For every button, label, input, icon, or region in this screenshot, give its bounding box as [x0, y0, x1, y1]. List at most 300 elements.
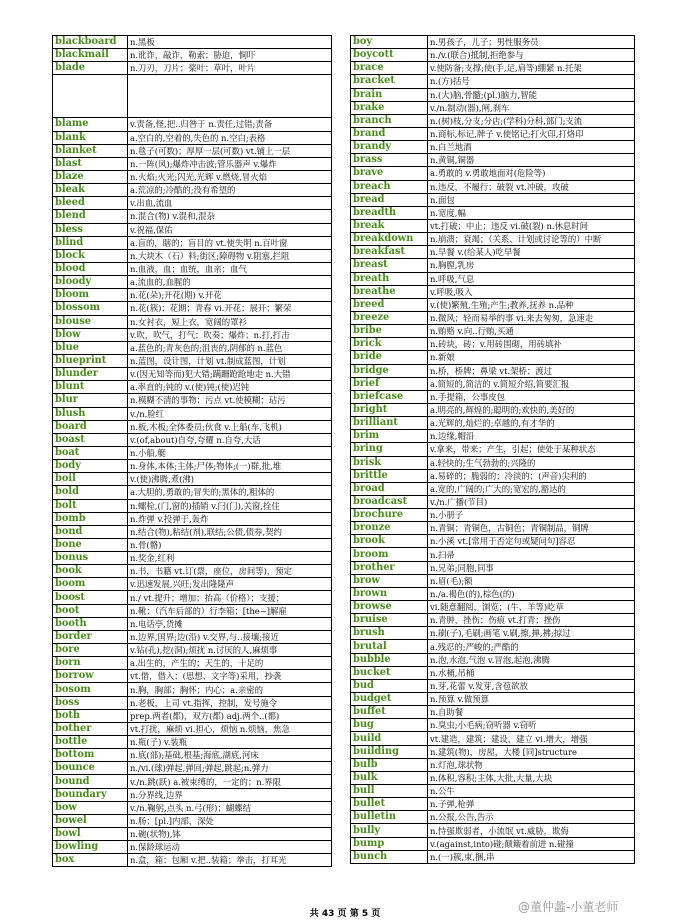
vocab-word: bread: [351, 193, 428, 206]
vocab-row: [351, 482, 635, 495]
vocab-word: blade: [53, 62, 128, 75]
vocab-definition: v.钻(孔),挖(洞);烦扰 n.讨厌的人,麻烦事: [128, 644, 332, 657]
vocab-definition: a.光辉的,灿烂的;卓越的,有才华的: [428, 417, 635, 430]
vocab-definition: n.女衬衣，短上衣，宽阔的罩衫: [128, 315, 332, 328]
vocab-word: boil: [53, 473, 128, 486]
vocab-word: brown: [351, 587, 428, 600]
vocab-definition: n.瓶(子) v.装瓶: [128, 736, 332, 749]
vocab-row: [53, 801, 332, 814]
vocab-row: [53, 49, 332, 62]
vocab-row: [351, 351, 635, 364]
vocab-definition: n.身体,本体;主体;尸体;物体;(一)群,批,堆: [128, 460, 332, 473]
vocab-word: boy: [351, 36, 428, 49]
vocab-word: blind: [53, 236, 128, 249]
vocab-row: [53, 762, 332, 775]
vocab-definition: n.眉(毛);额: [428, 574, 635, 587]
vocab-definition: a.盲的，瞎的；盲目的 vt.使失明 n.百叶窗: [128, 236, 332, 249]
vocab-row: [351, 298, 635, 311]
vocab-row: [53, 36, 332, 49]
vocab-definition: n.兄弟;同胞,同事: [428, 561, 635, 574]
vocab-row: [53, 368, 332, 381]
vocab-definition: n.炸弹 v.投弹于,轰炸: [128, 512, 332, 525]
vocab-row: [351, 403, 635, 416]
vocab-word: breach: [351, 180, 428, 193]
vocab-definition: a.残忍的;严峻的;严酷的: [428, 640, 635, 653]
vocab-row: [53, 617, 332, 630]
vocab-definition: n.(树)枝,分支;分店;(学科)分科,部门;支流: [428, 114, 635, 127]
vocab-row: [351, 338, 635, 351]
vocab-definition: a.简短的,简洁的 v.简短介绍,简要汇报: [428, 377, 635, 390]
vocab-definition: a.荒凉的;冷酷的;没有希望的: [128, 184, 332, 197]
vocab-row: [351, 219, 635, 232]
vocab-row: [53, 62, 332, 75]
vocab-definition: n.微风；轻而易举的事 vi.来去匆匆，急速走: [428, 311, 635, 324]
vocab-definition: vt.打破；中止；违反 vi.破(裂) n.休息时间: [428, 219, 635, 232]
vocab-row: [351, 364, 635, 377]
vocab-word: briefcase: [351, 390, 428, 403]
vocab-definition: a.蓝色的;青灰色的;沮丧的,阴郁的 n.蓝色: [128, 341, 332, 354]
vocab-word: blue: [53, 341, 128, 354]
vocab-row: [53, 736, 332, 749]
vocab-definition: a.率直的;钝的 v.(使)钝;(使)迟钝: [128, 381, 332, 394]
vocab-word: blast: [53, 157, 128, 170]
vocab-word: blackboard: [53, 36, 128, 49]
vocab-word: brook: [351, 535, 428, 548]
vocab-word: blur: [53, 394, 128, 407]
vocab-row: [351, 88, 635, 101]
vocab-row: [53, 749, 332, 762]
vocab-word: bowling: [53, 841, 128, 854]
section-gap-row: [53, 75, 332, 118]
vocab-definition: n./vi.(球)弹起,弹回;弹起,跳起;n.弹力: [128, 762, 332, 775]
vocab-word: bribe: [351, 325, 428, 338]
vocab-word: bounce: [53, 762, 128, 775]
vocab-row: [351, 758, 635, 771]
vocab-definition: n.花(朵);开花(期) v.开花: [128, 289, 332, 302]
vocab-definition: v.(against,into)碰;颠簸着前进 n.碰撞: [428, 837, 635, 850]
vocab-word: blanket: [53, 144, 128, 157]
vocab-row: [53, 696, 332, 709]
vocab-word: bloom: [53, 289, 128, 302]
vocab-word: breast: [351, 259, 428, 272]
vocab-definition: n.建筑(物)，房屋，大楼 [同]structure: [428, 745, 635, 758]
vocab-definition: v./n.鞠躬,点头 n.弓(形)；蝴蝶结: [128, 801, 332, 814]
vocab-word: break: [351, 219, 428, 232]
vocab-row: [53, 775, 332, 788]
vocab-row: [351, 732, 635, 745]
vocab-row: [351, 745, 635, 758]
vocab-row: [53, 381, 332, 394]
vocab-definition: n.手提箱，公事皮包: [428, 390, 635, 403]
vocab-word: building: [351, 745, 428, 758]
vocab-definition: n.臭虫;小毛病;窃听器 v.窃听: [428, 719, 635, 732]
vocab-word: book: [53, 565, 128, 578]
vocab-word: bold: [53, 486, 128, 499]
vocab-word: brilliant: [351, 417, 428, 430]
vocab-word: bridge: [351, 364, 428, 377]
vocab-row: [351, 666, 635, 679]
vocab-row: [53, 814, 332, 827]
vocab-word: bottle: [53, 736, 128, 749]
vocab-row: [53, 446, 332, 459]
vocab-word: boss: [53, 696, 128, 709]
vocab-word: bronze: [351, 522, 428, 535]
vocab-row: [351, 850, 635, 863]
vocab-definition: n.砖块，砖；v.用砖围砌，用砖填补: [428, 338, 635, 351]
vocab-word: bracket: [351, 75, 428, 88]
left-vocab-table: [52, 35, 332, 867]
vocab-definition: n.底(部);基础,根基;海底,湖底,河床: [128, 749, 332, 762]
vocab-row: [53, 302, 332, 315]
vocab-definition: n.火焰;火光;闪光,光辉 v.燃烧,冒火焰: [128, 170, 332, 183]
vocab-definition: vi.随意翻阅，浏览；(牛、羊等)吃草: [428, 601, 635, 614]
vocab-row: [53, 854, 332, 867]
vocab-definition: n.毯子(可数)；厚厚一层(可数) vt.铺上一层: [128, 144, 332, 157]
vocab-row: [351, 785, 635, 798]
vocab-word: browse: [351, 601, 428, 614]
vocab-definition: n.血液，血；血统，血亲；血气: [128, 262, 332, 275]
vocab-word: bulk: [351, 771, 428, 784]
vocab-row: [53, 184, 332, 197]
vocab-definition: n.靴；（汽车后部的）行李箱；[the~]解雇: [128, 604, 332, 617]
vocab-word: build: [351, 732, 428, 745]
vocab-row: [351, 36, 635, 49]
vocab-row: [351, 272, 635, 285]
vocab-definition: n.芽,花蕾 v.发芽,含苞欲放: [428, 679, 635, 692]
vocab-definition: n.(一)簇,束,捆,串: [428, 850, 635, 863]
vocab-word: box: [53, 854, 128, 867]
vocab-definition: v.迅速发展,兴旺;发出隆隆声: [128, 578, 332, 591]
vocab-row: [53, 341, 332, 354]
vocab-word: breathe: [351, 285, 428, 298]
vocab-row: [53, 407, 332, 420]
vocab-definition: n.白兰地酒: [428, 141, 635, 154]
vocab-word: boom: [53, 578, 128, 591]
vocab-word: blackmail: [53, 49, 128, 62]
vocab-word: borrow: [53, 670, 128, 683]
vocab-row: [53, 354, 332, 367]
vocab-definition: a.大胆的,勇敢的;冒失的;黑体的,粗体的: [128, 486, 332, 499]
vocab-definition: n.灯泡,球状物: [428, 758, 635, 771]
vocab-row: [351, 561, 635, 574]
vocab-row: [351, 127, 635, 140]
vocab-definition: v.祝福,保佑: [128, 223, 332, 236]
vocab-row: [351, 706, 635, 719]
vocab-definition: n.(大)脑,骨髓;(pl.)脑力,智能: [428, 88, 635, 101]
vocab-word: breakdown: [351, 233, 428, 246]
vocab-row: [351, 456, 635, 469]
vocab-row: [351, 771, 635, 784]
vocab-definition: vt.借，借入；(思想、文字等)采用，抄袭: [128, 670, 332, 683]
vocab-definition: n.盒，箱；包厢 v.把..装箱；拳击，打耳光: [128, 854, 332, 867]
vocab-row: [53, 144, 332, 157]
vocab-word: bring: [351, 443, 428, 456]
vocab-definition: n.小溪 vt.[常用于否定句或疑问句]容忍: [428, 535, 635, 548]
vocab-row: [351, 522, 635, 535]
vocab-row: [53, 841, 332, 854]
vocab-row: [351, 574, 635, 587]
vocab-word: blunder: [53, 368, 128, 381]
vocab-definition: v.呼吸,吸入: [428, 285, 635, 298]
vocab-row: [351, 601, 635, 614]
vocab-word: body: [53, 460, 128, 473]
vocab-word: brass: [351, 154, 428, 167]
vocab-definition: v./n.制动(器),闸,刹车: [428, 101, 635, 114]
vocab-word: blood: [53, 262, 128, 275]
vocab-definition: v.(使)繁殖,生殖;产生;教养,抚养 n.品种: [428, 298, 635, 311]
vocab-row: [53, 473, 332, 486]
vocab-word: bone: [53, 538, 128, 551]
vocab-row: [53, 552, 332, 565]
vocab-definition: a.出生的，产生的；天生的，十足的: [128, 657, 332, 670]
vocab-word: brow: [351, 574, 428, 587]
vocab-word: bowl: [53, 828, 128, 841]
vocab-word: bunch: [351, 850, 428, 863]
vocab-definition: n.恃强欺弱者，小流氓 vt.威胁，欺侮: [428, 824, 635, 837]
vocab-definition: n.呼吸,气息: [428, 272, 635, 285]
vocab-definition: n.体积,容积;主体,大批,大量,大块: [428, 771, 635, 784]
vocab-word: brand: [351, 127, 428, 140]
vocab-word: blossom: [53, 302, 128, 315]
vocab-row: [351, 154, 635, 167]
vocab-definition: n.预算 v.做预算: [428, 693, 635, 706]
vocab-word: breadth: [351, 206, 428, 219]
vocab-definition: n.泡,水泡,气泡 v.冒泡,起泡,沸腾: [428, 653, 635, 666]
vocab-word: blank: [53, 131, 128, 144]
vocab-definition: n./ vt.提升；增加；抬高（价格）；支援；: [128, 591, 332, 604]
vocab-definition: n.肠；[pl.]内部，深处: [128, 814, 332, 827]
vocab-definition: v./n.广播(节目): [428, 495, 635, 508]
vocab-definition: a.勇敢的 v.勇敢地面对(危险等): [428, 167, 635, 180]
vocab-word: bosom: [53, 683, 128, 696]
vocab-word: born: [53, 657, 128, 670]
vocab-word: brick: [351, 338, 428, 351]
vocab-word: bruise: [351, 614, 428, 627]
vocab-definition: n.(方)括号: [428, 75, 635, 88]
vocab-definition: n.保龄球运动: [128, 841, 332, 854]
vocab-word: blaze: [53, 170, 128, 183]
right-word-column: [350, 35, 635, 864]
vocab-word: brace: [351, 62, 428, 75]
vocab-definition: a.易碎的；脆弱的；冷淡的；(声音)尖利的: [428, 469, 635, 482]
vocab-word: buffet: [351, 706, 428, 719]
vocab-definition: n.自助餐: [428, 706, 635, 719]
vocab-word: brother: [351, 561, 428, 574]
vocab-row: [53, 118, 332, 131]
vocab-word: bright: [351, 403, 428, 416]
watermark: @董仲蠡-小董老师: [518, 900, 619, 914]
vocab-definition: n./a.褐色(的),棕色(的): [428, 587, 635, 600]
vocab-row: [351, 311, 635, 324]
vocab-word: brochure: [351, 509, 428, 522]
vocab-row: [53, 170, 332, 183]
vocab-word: broad: [351, 482, 428, 495]
vocab-definition: n.崩溃；衰竭；（关系、计划或讨论等的）中断: [428, 233, 635, 246]
vocab-definition: n.分界线,边界: [128, 788, 332, 801]
vocab-row: [351, 285, 635, 298]
vocab-definition: n.黄铜,铜器: [428, 154, 635, 167]
vocab-row: [351, 259, 635, 272]
vocab-word: brief: [351, 377, 428, 390]
vocab-row: [351, 75, 635, 88]
vocab-definition: v.(因无知等而)犯大错;蹒跚跄跄地走 n.大错: [128, 368, 332, 381]
vocab-definition: n.商标,标记,牌子 v.使铭记;打火印,打烙印: [428, 127, 635, 140]
vocab-row: [351, 430, 635, 443]
vocab-definition: a.宽的,广阔的;广大的;宽宏的,豁达的: [428, 482, 635, 495]
vocab-definition: n.骨(骼): [128, 538, 332, 551]
vocab-definition: n.模糊不清的事物；污点 vt.使模糊；玷污: [128, 394, 332, 407]
vocab-row: [53, 709, 332, 722]
vocab-row: [351, 62, 635, 75]
vocab-row: [53, 670, 332, 683]
vocab-word: brisk: [351, 456, 428, 469]
vocab-definition: n.碗(状物),钵: [128, 828, 332, 841]
vocab-row: [53, 433, 332, 446]
vocab-word: brush: [351, 627, 428, 640]
vocab-row: [351, 101, 635, 114]
vocab-row: [53, 683, 332, 696]
vocab-word: bleak: [53, 184, 128, 197]
vocab-definition: n.扫帚: [428, 548, 635, 561]
vocab-row: [351, 390, 635, 403]
vocab-word: brittle: [351, 469, 428, 482]
vocab-word: blend: [53, 210, 128, 223]
vocab-definition: n.一阵(风);爆炸冲击波;管乐器声 v.爆炸: [128, 157, 332, 170]
vocab-definition: n.刀刃，刀片；桨叶；草叶，叶片: [128, 62, 332, 75]
vocab-row: [53, 486, 332, 499]
vocab-word: both: [53, 709, 128, 722]
vocab-row: [351, 49, 635, 62]
vocab-word: breeze: [351, 311, 428, 324]
vocab-row: [53, 460, 332, 473]
vocab-word: blush: [53, 407, 128, 420]
vocab-word: bully: [351, 824, 428, 837]
vocab-word: block: [53, 249, 128, 262]
vocab-word: bless: [53, 223, 128, 236]
vocab-row: [53, 210, 332, 223]
vocab-word: boot: [53, 604, 128, 617]
vocab-definition: n.奖金,红利: [128, 552, 332, 565]
vocab-word: bubble: [351, 653, 428, 666]
vocab-row: [351, 614, 635, 627]
vocab-definition: n.贿赂 v.向..行贿,买通: [428, 325, 635, 338]
vocab-row: [53, 644, 332, 657]
vocab-word: broom: [351, 548, 428, 561]
vocab-definition: n.面包: [428, 193, 635, 206]
vocab-row: [53, 604, 332, 617]
vocab-definition: n.边界,国界;边(沿) v.交界,与..接壤;接近: [128, 630, 332, 643]
vocab-row: [351, 325, 635, 338]
vocab-row: [351, 679, 635, 692]
vocab-word: boast: [53, 433, 128, 446]
vocab-definition: v.使防备;支撑;使(手,足,肩等)绷紧 n.托架: [428, 62, 635, 75]
vocab-definition: n.书，书籍 vt.订(票，座位，房间等)，预定: [128, 565, 332, 578]
vocab-definition: n.花(簇)；花期；青春 vi.开花；展开；繁荣: [128, 302, 332, 315]
vocab-row: [351, 811, 635, 824]
vocab-row: [53, 315, 332, 328]
vocab-word: budget: [351, 693, 428, 706]
vocab-word: breakfast: [351, 246, 428, 259]
vocab-word: blueprint: [53, 354, 128, 367]
vocab-word: brave: [351, 167, 428, 180]
vocab-row: [53, 157, 332, 170]
vocab-row: [53, 565, 332, 578]
vocab-definition: v./n.脸红: [128, 407, 332, 420]
vocab-word: bulb: [351, 758, 428, 771]
vocab-definition: prep.两者(都)，双方(都) adj.两个..(都): [128, 709, 332, 722]
vocab-row: [351, 233, 635, 246]
vocab-word: breath: [351, 272, 428, 285]
vocab-row: [53, 512, 332, 525]
vocab-word: branch: [351, 114, 428, 127]
vocab-row: [351, 798, 635, 811]
vocab-row: [351, 824, 635, 837]
vocab-definition: n.黑板: [128, 36, 332, 49]
vocab-row: [351, 535, 635, 548]
vocab-row: [351, 469, 635, 482]
vocab-word: booth: [53, 617, 128, 630]
vocab-row: [351, 693, 635, 706]
vocab-row: [53, 591, 332, 604]
vocab-word: bore: [53, 644, 128, 657]
vocab-word: bottom: [53, 749, 128, 762]
vocab-word: bomb: [53, 512, 128, 525]
vocab-row: [53, 236, 332, 249]
vocab-row: [53, 657, 332, 670]
vocab-row: [351, 206, 635, 219]
vocab-word: brain: [351, 88, 428, 101]
vocab-row: [53, 394, 332, 407]
vocab-row: [351, 377, 635, 390]
vocab-word: bow: [53, 801, 128, 814]
vocab-row: [53, 328, 332, 341]
vocab-definition: v.(of,about)自夸,夸耀 n.自夸,大话: [128, 433, 332, 446]
vocab-definition: n.水桶,吊桶: [428, 666, 635, 679]
vocab-definition: n.公报,公告,告示: [428, 811, 635, 824]
vocab-word: boycott: [351, 49, 428, 62]
vocab-row: [351, 180, 635, 193]
vocab-word: bucket: [351, 666, 428, 679]
vocab-word: bullet: [351, 798, 428, 811]
vocab-row: [53, 289, 332, 302]
vocab-word: bleed: [53, 197, 128, 210]
vocab-word: bump: [351, 837, 428, 850]
vocab-word: blame: [53, 118, 128, 131]
vocab-row: [53, 249, 332, 262]
vocab-row: [53, 828, 332, 841]
vocab-definition: n.桥，桥牌；鼻梁 vt.架桥；渡过: [428, 364, 635, 377]
vocab-word: bride: [351, 351, 428, 364]
vocab-row: [351, 443, 635, 456]
vocab-definition: n./v.(联合)抵制,拒绝参与: [428, 49, 635, 62]
vocab-definition: n.青肿，挫伤；伤痕 vt.打青；挫伤: [428, 614, 635, 627]
vocab-word: bud: [351, 679, 428, 692]
vocab-word: bother: [53, 722, 128, 735]
vocab-definition: n.宽度,幅: [428, 206, 635, 219]
vocab-word: boat: [53, 446, 128, 459]
left-word-column: [52, 35, 332, 867]
vocab-row: [351, 627, 635, 640]
vocab-word: brutal: [351, 640, 428, 653]
vocab-row: [53, 499, 332, 512]
vocab-word: brandy: [351, 141, 428, 154]
vocab-row: [351, 495, 635, 508]
vocab-row: [351, 114, 635, 127]
vocab-word: blow: [53, 328, 128, 341]
vocab-word: blunt: [53, 381, 128, 394]
vocab-definition: vt.打扰，麻烦 vi.担心，烦恼 n.烦恼，焦急: [128, 722, 332, 735]
vocab-word: bond: [53, 525, 128, 538]
